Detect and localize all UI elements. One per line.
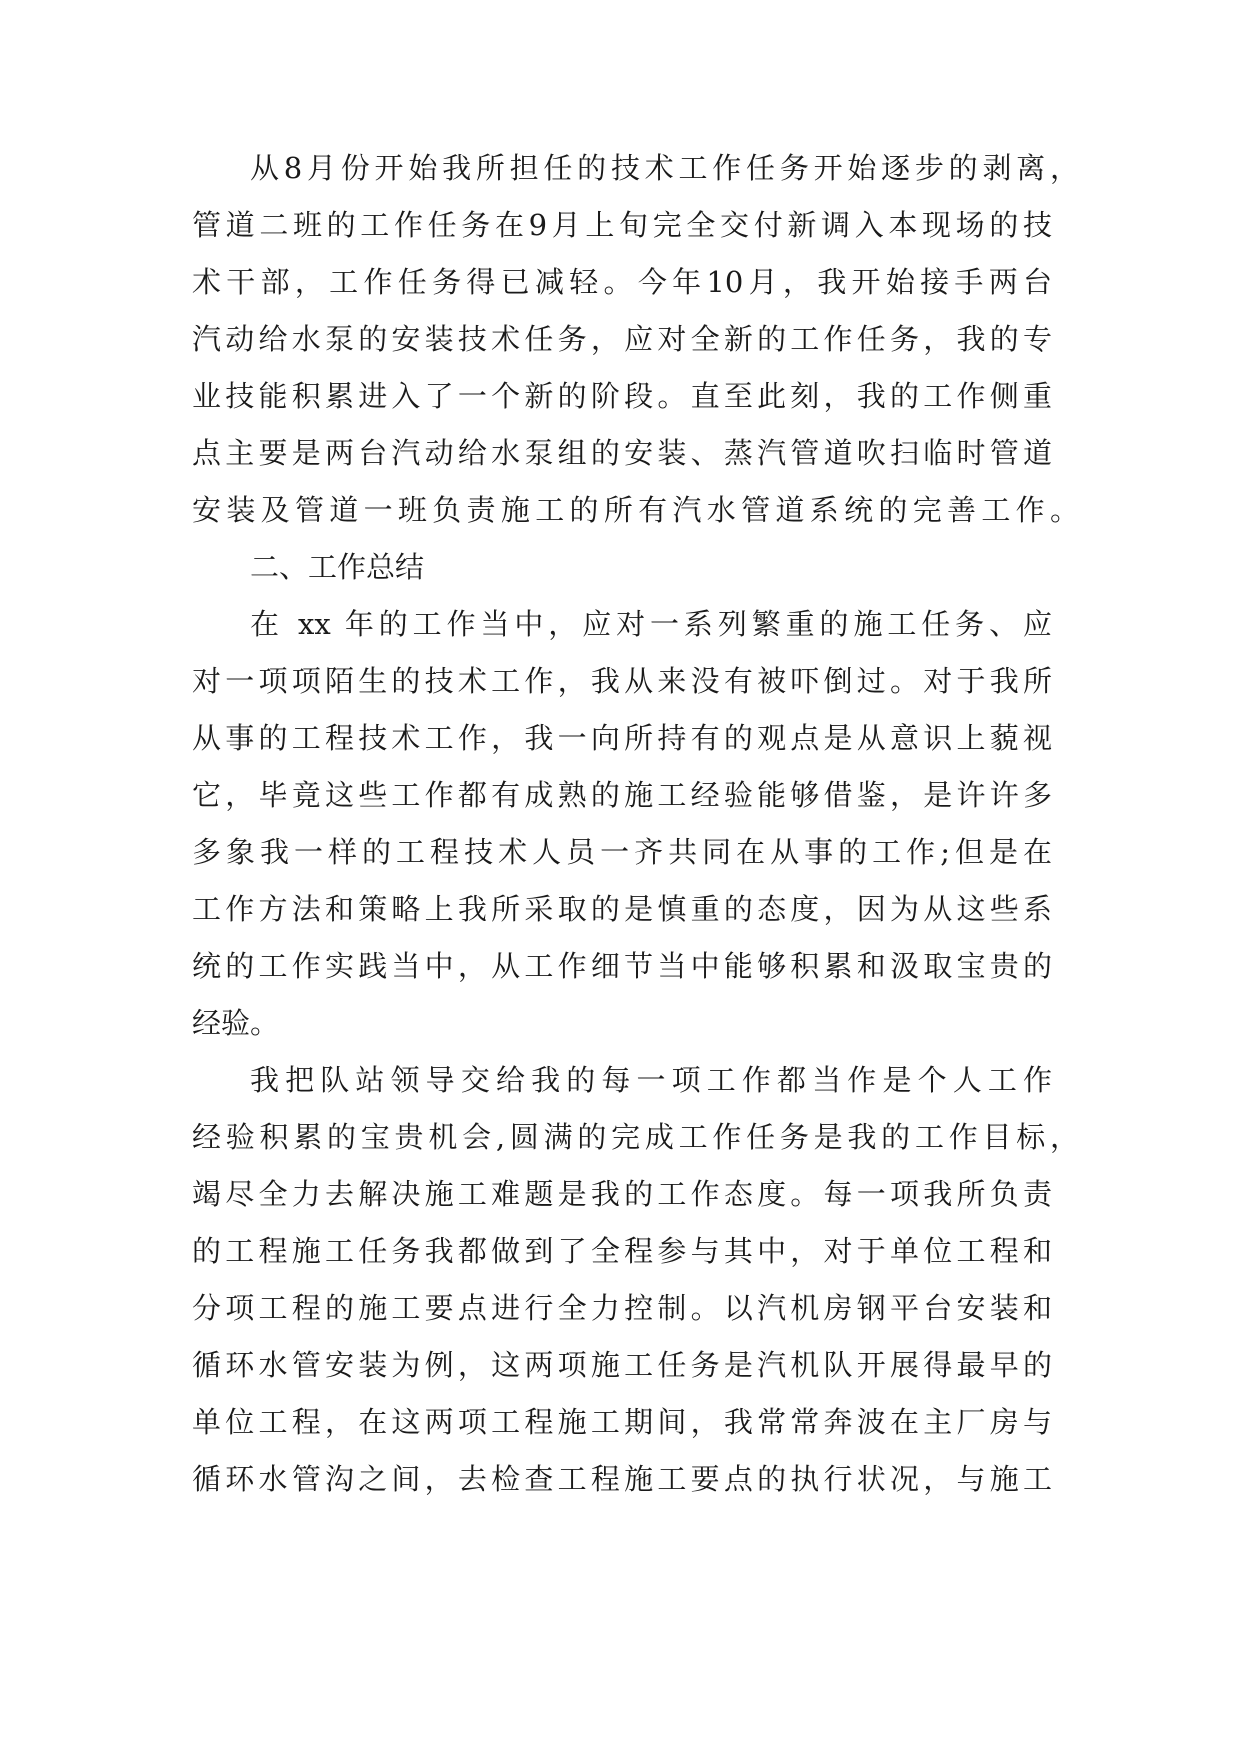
text-line: 经验积累的宝贵机会,圆满的完成工作任务是我的工作目标， [192, 1120, 1079, 1154]
text-line: 在 xx 年的工作当中，应对一系列繁重的施工任务、应 [250, 607, 1052, 641]
text-line: 经验。 [192, 1006, 280, 1040]
text-line: 管道二班的工作任务在9月上旬完全交付新调入本现场的技 [192, 208, 1052, 242]
text-line: 从8月份开始我所担任的技术工作任务开始逐步的剥离， [250, 151, 1079, 185]
text-line: 我把队站领导交给我的每一项工作都当作是个人工作 [250, 1063, 1052, 1097]
text-line: 工作方法和策略上我所采取的是慎重的态度，因为从这些系 [192, 892, 1052, 926]
text-line: 业技能积累进入了一个新的阶段。直至此刻，我的工作侧重 [192, 379, 1052, 413]
text-line: 点主要是两台汽动给水泵组的安装、蒸汽管道吹扫临时管道 [192, 436, 1052, 470]
text-line: 统的工作实践当中，从工作细节当中能够积累和汲取宝贵的 [192, 949, 1052, 983]
text-line: 循环水管安装为例，这两项施工任务是汽机队开展得最早的 [192, 1348, 1052, 1382]
text-line: 多象我一样的工程技术人员一齐共同在从事的工作;但是在 [192, 835, 1052, 869]
text-line: 单位工程，在这两项工程施工期间，我常常奔波在主厂房与 [192, 1405, 1052, 1439]
text-line: 安装及管道一班负责施工的所有汽水管道系统的完善工作。 [192, 493, 1079, 527]
text-line: 从事的工程技术工作，我一向所持有的观点是从意识上藐视 [192, 721, 1052, 755]
text-line: 的工程施工任务我都做到了全程参与其中，对于单位工程和 [192, 1234, 1052, 1268]
text-line: 对一项项陌生的技术工作，我从来没有被吓倒过。对于我所 [192, 664, 1052, 698]
text-line: 竭尽全力去解决施工难题是我的工作态度。每一项我所负责 [192, 1177, 1052, 1211]
text-line: 术干部，工作任务得已减轻。今年10月，我开始接手两台 [192, 265, 1052, 299]
text-line: 循环水管沟之间，去检查工程施工要点的执行状况，与施工 [192, 1462, 1052, 1496]
text-line: 汽动给水泵的安装技术任务，应对全新的工作任务，我的专 [192, 322, 1052, 356]
section-heading: 二、工作总结 [250, 550, 425, 584]
text-line: 它，毕竟这些工作都有成熟的施工经验能够借鉴，是许许多 [192, 778, 1052, 812]
text-line: 分项工程的施工要点进行全力控制。以汽机房钢平台安装和 [192, 1291, 1052, 1325]
